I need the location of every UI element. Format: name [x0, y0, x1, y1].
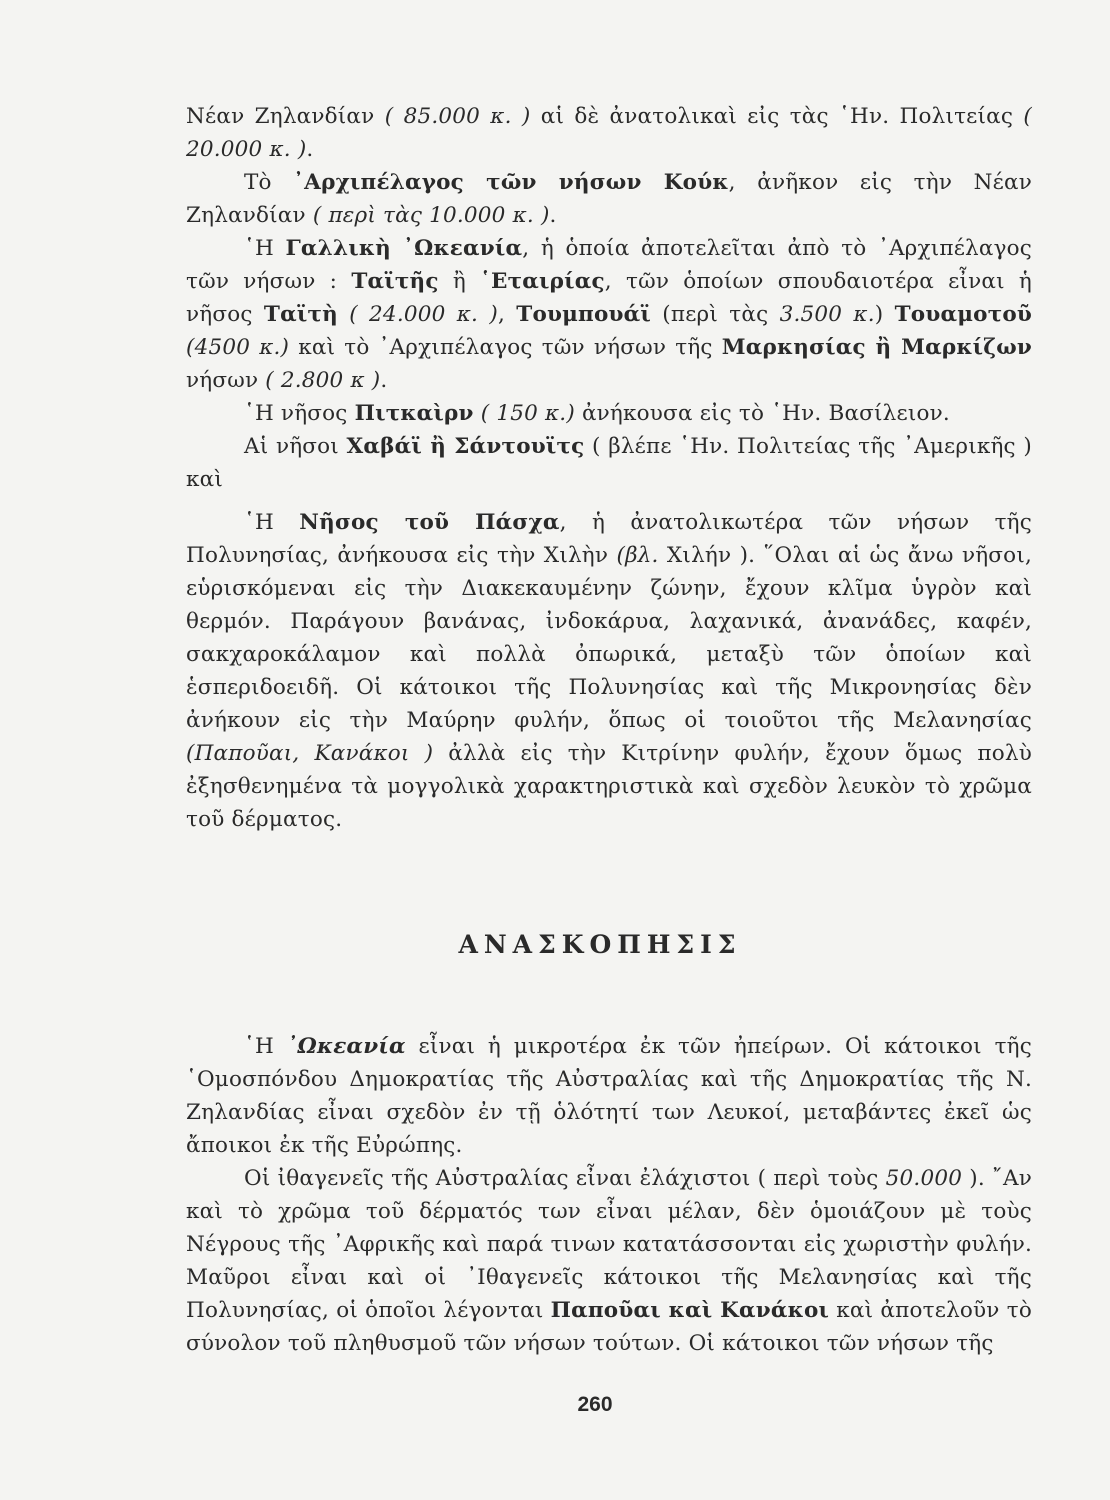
paragraph-easter-island: ῾Η Νῆσος τοῦ Πάσχα, ἡ ἀνατολικωτέρα τῶν νήσων τῆς Πολυνησίας, ἀνήκουσα εἰς τὴν Χιλὴν (βλ. Χιλήν ). ῞Ολαι αἱ ὡς ἄνω νῆσοι, εὑρισκόμεναι εἰς τὴν Διακεκαυμένην ζώνην, ἔχουν κλῖμα ὑγρὸν καὶ θερμόν. Παράγουν βανάνας, ἰνδοκάρυα, λαχανικά, ἀνανάδες, καφέν, σακχαροκάλαμον καὶ πολλὰ ὀπωρικά, μεταξὺ τῶν ὁποίων καὶ ἑσπεριδοειδῆ. Οἱ κάτοικοι τῆς Πολυνησίας καὶ τῆς Μικρονησίας δὲν ἀνήκουν εἰς τὴν Μαύρην φυλήν, ὅπως οἱ τοιοῦτοι τῆς Μελανησίας (Παποῦαι, Κανάκοι ) ἀλλὰ εἰς τὴν Κιτρίνην φυλήν, ἔχουν ὅμως πολὺ ἐξησθενημένα τὰ μογγολικὰ χαρακτηριστικὰ καὶ σχεδὸν λευκὸν τὸ χρῶμα τοῦ δέρματος. — [186, 510, 1033, 832]
paragraph-oceania-summary: ῾Η ᾿Ωκεανία εἶναι ἡ μικροτέρα ἐκ τῶν ἠπείρων. Οἱ κάτοικοι τῆς ῾Ομοσπόνδου Δημοκρατίας τῆς Αὐστραλίας καὶ τῆς Δημοκρατίας τῆς Ν. Ζηλανδίας εἶναι σχεδὸν ἐν τῇ ὁλότητί των Λευκοί, μεταβάντες ἐκεῖ ὡς ἄποικοι ἐκ τῆς Εὐρώπης. — [186, 1034, 1032, 1158]
paragraph-new-zealand-continuation: Νέαν Ζηλανδίαν ( 85.000 κ. ) αἱ δὲ ἀνατολικαὶ εἰς τὰς ῾Ην. Πολιτείας ( 20.000 κ. ). — [186, 104, 1032, 162]
paragraph-cook-islands: Τὸ ᾿Αρχιπέλαγος τῶν νήσων Κούκ, ἀνῆκον εἰς τὴν Νέαν Ζηλανδίαν ( περὶ τὰς 10.000 κ. ). — [186, 170, 1032, 228]
section-heading: ΑΝΑΣΚΟΠΗΣΙΣ — [458, 930, 742, 959]
paragraph-hawaii: Αἱ νῆσοι Χαβάϊ ἢ Σάντουϊτς ( βλέπε ῾Ην. Πολιτείας τῆς ᾿Αμερικῆς ) καὶ — [186, 434, 1032, 492]
paragraph-natives: Οἱ ἰθαγενεῖς τῆς Αὐστραλίας εἶναι ἐλάχιστοι ( περὶ τοὺς 50.000 ). ῎Αν καὶ τὸ χρῶμα τοῦ δέρματός των εἶναι μέλαν, δὲν ὁμοιάζουν μὲ τοὺς Νέγρους τῆς ᾿Αφρικῆς καὶ παρά τινων κατατάσσονται εἰς χωριστὴν φυλήν. Μαῦροι εἶναι καὶ οἱ ᾿Ιθαγενεῖς κάτοικοι τῆς Μελανησίας καὶ τῆς Πολυνησίας, οἱ ὁποῖοι λέγονται Παποῦαι καὶ Κανάκοι καὶ ἀποτελοῦν τὸ σύνολον τοῦ πληθυσμοῦ τῶν νήσων τούτων. Οἱ κάτοικοι τῶν νήσων τῆς — [186, 1166, 1033, 1356]
paragraph-pitcairn: ῾Η νῆσος Πιτκαὶρν ( 150 κ.) ἀνήκουσα εἰς τὸ ῾Ην. Βασίλειον. — [244, 401, 950, 426]
paragraph-french-oceania: ῾Η Γαλλικὴ ᾿Ωκεανία, ἡ ὁποία ἀποτελεῖται ἀπὸ τὸ ᾿Αρχιπέλαγος τῶν νήσων : Ταϊτῆς ἢ ῾Εταιρίας, τῶν ὁποίων σπουδαιοτέρα εἶναι ἡ νῆσος Ταϊτὴ ( 24.000 κ. ), Τουμπουάϊ (περὶ τὰς 3.500 κ.) Τουαμοτοῦ (4500 κ.) καὶ τὸ ᾿Αρχιπέλαγος τῶν νήσων τῆς Μαρκησίας ἢ Μαρκίζων νήσων ( 2.800 κ ). — [186, 236, 1033, 393]
body-text-bottom — [186, 1030, 1032, 1360]
page-number: 260 — [577, 1393, 613, 1416]
body-text-top — [186, 100, 1032, 836]
